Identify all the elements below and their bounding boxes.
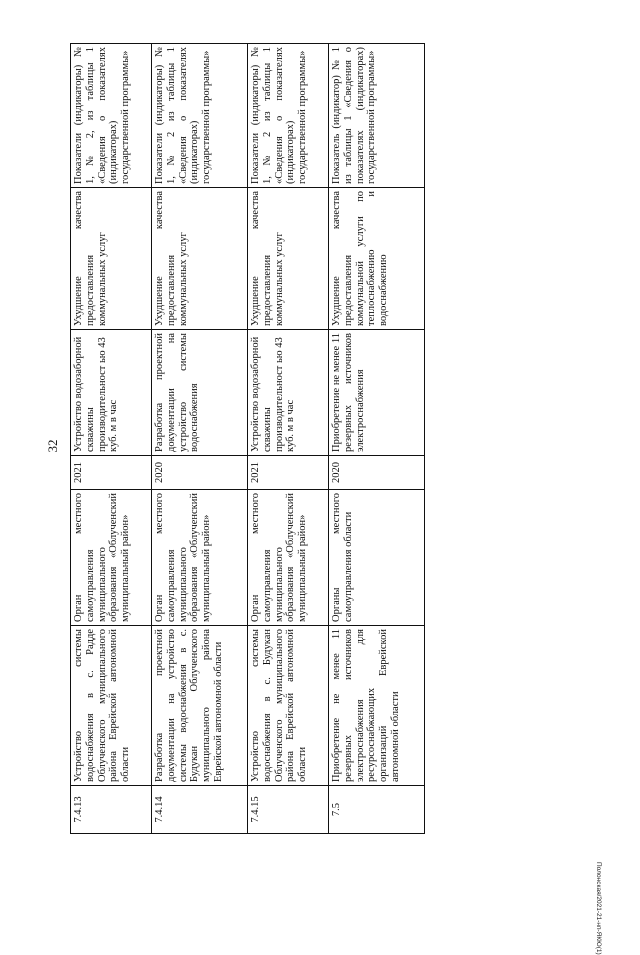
- year-cell: 2021: [71, 456, 152, 490]
- result-cell: Разработка проектной документации на устройство системы водоснабжения: [152, 330, 248, 456]
- rotated-table-container: [70, 44, 425, 834]
- year-cell: 2021: [247, 456, 328, 490]
- table-row: [247, 44, 328, 834]
- program-measures-table: [70, 43, 425, 834]
- executor-cell: Орган местного самоуправления муниципального образования «Облученский муниципальный район»: [247, 490, 328, 626]
- executor-cell: Органы местного самоуправления области: [329, 490, 425, 626]
- indicators-cell: Показатель (индикатор) № 1 из таблицы 1 «Сведения о показателях (индикаторах) государственной программы»: [329, 44, 425, 188]
- row-number: 7.4.15: [247, 786, 328, 834]
- page-number: 32: [45, 439, 60, 453]
- executor-cell: Орган местного самоуправления муниципального образования «Облученский муниципальный район»: [152, 490, 248, 626]
- event-cell: Разработка проектной документации на устройство системы водоснабжения в с. Будукан Облученского муниципального района Еврейской автономной области: [152, 626, 248, 786]
- consequence-cell: Ухудшение качества предоставления коммунальной услуги по теплоснабжению и водоснабжению: [329, 188, 425, 330]
- result-cell: Устройство водозаборной скважины производительност ью 43 куб. м в час: [71, 330, 152, 456]
- row-number: 7.5: [329, 786, 425, 834]
- year-cell: 2020: [329, 456, 425, 490]
- result-cell: Приобретение не менее 11 резервных источников электроснабжения: [329, 330, 425, 456]
- table-row: [71, 44, 152, 834]
- consequence-cell: Ухудшение качества предоставления коммунальных услуг: [247, 188, 328, 330]
- event-cell: Устройство системы водоснабжения в с. Радде Облученского муниципального района Еврейской автономной области: [71, 626, 152, 786]
- table-row: [329, 44, 425, 834]
- event-cell: Устройство системы водоснабжения в с. Будукан Облученского муниципального района Еврейской автономной области: [247, 626, 328, 786]
- indicators-cell: Показатели (индикаторы) № 1, № 2 из таблицы 1 «Сведения о показателях (индикаторах) государственной программы»: [247, 44, 328, 188]
- row-number: 7.4.14: [152, 786, 248, 834]
- table-row: [152, 44, 248, 834]
- indicators-cell: Показатели (индикаторы) № 1, № 2, из таблицы 1 «Сведения о показателях (индикаторах) государственной программы»: [71, 44, 152, 188]
- result-cell: Устройство водозаборной скважины производительност ью 43 куб. м в час: [247, 330, 328, 456]
- indicators-cell: Показатели (индикаторы) № 1, № 2 из таблицы 1 «Сведения о показателях (индикаторах) государственной программы»: [152, 44, 248, 188]
- row-number: 7.4.13: [71, 786, 152, 834]
- event-cell: Приобретение не менее 11 резервных источников электроснабжения для ресурсоснабжающих организаций Еврейской автономной области: [329, 626, 425, 786]
- document-code: Полонская/2021-21-нп-ЯКЮ(1): [595, 862, 602, 955]
- executor-cell: Орган местного самоуправления муниципального образования «Облученский муниципальный район»: [71, 490, 152, 626]
- consequence-cell: Ухудшение качества предоставления коммунальных услуг: [152, 188, 248, 330]
- consequence-cell: Ухудшение качества предоставления коммунальных услуг: [71, 188, 152, 330]
- year-cell: 2020: [152, 456, 248, 490]
